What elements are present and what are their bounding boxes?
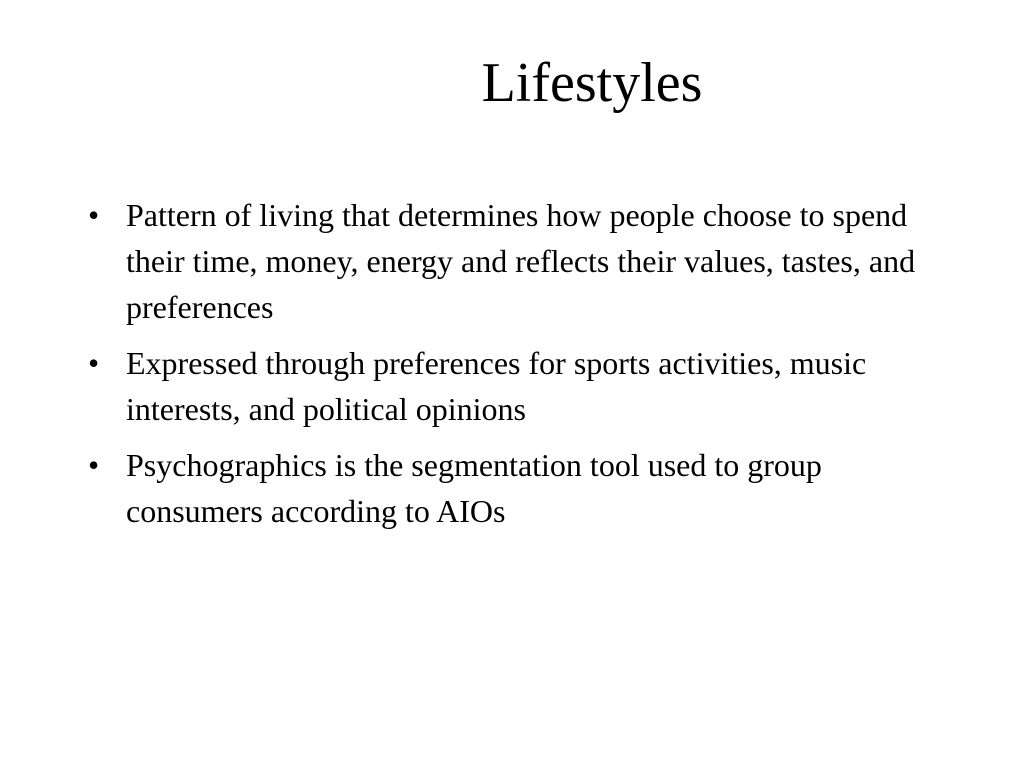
bullet-item (88, 442, 948, 534)
bullet-text: Psychographics is the segmentation tool used to group consumers according to AIOs (126, 447, 822, 529)
bullet-text: Expressed through preferences for sports activities, music interests, and political opinions (126, 345, 867, 427)
bullet-dot-icon: • (88, 447, 100, 483)
bullet-item (88, 192, 948, 330)
bullet-text: Pattern of living that determines how people choose to spend their time, money, energy and reflects their values, tastes, and preferences (126, 197, 916, 325)
bullet-item (88, 340, 948, 432)
slide-title: Lifestyles (481, 52, 703, 114)
bullet-dot-icon: • (88, 345, 100, 381)
bullet-list (88, 192, 948, 544)
bullet-dot-icon: • (88, 197, 100, 233)
